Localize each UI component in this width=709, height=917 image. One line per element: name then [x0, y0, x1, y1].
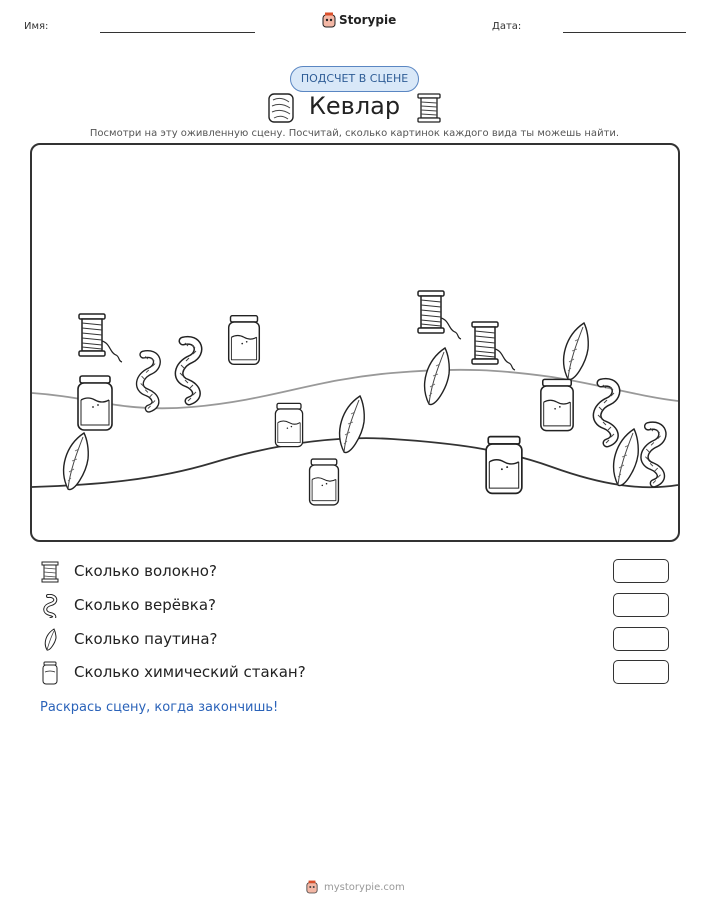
rope-2 [179, 340, 198, 401]
mascot-icon [322, 12, 336, 28]
question-row-2 [38, 593, 678, 619]
web-leaf-2 [340, 396, 365, 453]
question-text: Сколько паутина? [74, 630, 218, 648]
jar-5 [486, 437, 522, 494]
jar-3 [275, 403, 302, 446]
web-leaf-1 [64, 433, 89, 490]
rope-1 [140, 354, 157, 409]
rope-knot-icon [38, 594, 62, 618]
answer-box[interactable] [613, 627, 669, 651]
answer-box[interactable] [613, 660, 669, 684]
question-text: Сколько химический стакан? [74, 663, 306, 681]
question-text: Сколько верёвка? [74, 596, 217, 614]
instructions: Посмотри на эту оживленную сцену. Посчитай, сколько картинок каждого вида ты можешь найти. [89, 128, 620, 139]
footer-site: mystorypie.com [324, 881, 405, 893]
coloring-note: Раскрась сцену, когда закончишь! [40, 700, 279, 715]
web-leaf-icon [38, 628, 62, 652]
answer-box[interactable] [613, 559, 669, 583]
web-leaf-4 [564, 323, 589, 380]
footer [306, 880, 405, 894]
mascot-icon [306, 880, 318, 894]
brand-logo [322, 12, 396, 28]
name-label: Имя: [24, 21, 49, 32]
counting-scene [30, 143, 680, 542]
question-row-1 [38, 559, 678, 585]
spool-3 [472, 322, 515, 370]
question-row-3 [38, 627, 678, 653]
page-title: Кевлар [308, 92, 401, 120]
date-line[interactable] [563, 32, 686, 33]
scene-illustration [32, 145, 678, 540]
answer-box[interactable] [613, 593, 669, 617]
jar-2 [229, 316, 260, 365]
question-row-4 [38, 660, 678, 686]
brand-name: Storypie [339, 13, 397, 27]
rope-4 [645, 426, 663, 484]
spool-2 [418, 291, 461, 339]
jar-4 [310, 459, 339, 505]
spool-icon [414, 92, 444, 124]
jar-icon [38, 661, 62, 685]
rope-3 [597, 382, 616, 443]
jar-6 [541, 379, 573, 430]
question-text: Сколько волокно? [74, 562, 217, 580]
name-line[interactable] [100, 32, 255, 33]
date-label: Дата: [492, 21, 522, 32]
web-leaf-3 [425, 348, 450, 405]
activity-badge: ПОДСЧЕТ В СЦЕНЕ [290, 66, 419, 92]
jar-1 [78, 376, 112, 430]
spool-1 [79, 314, 122, 362]
spool-icon [38, 560, 62, 584]
